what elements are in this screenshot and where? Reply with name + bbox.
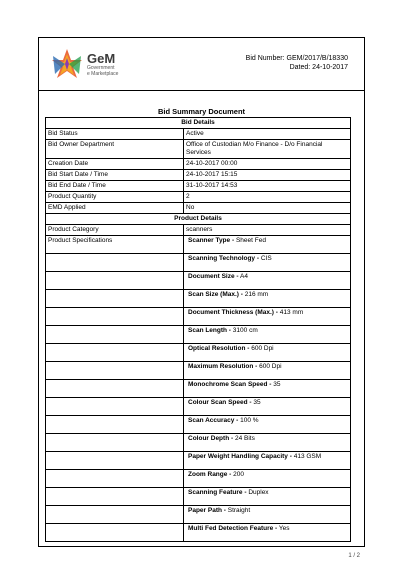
spec-value-cell — [184, 434, 351, 452]
spec-key-cell — [46, 452, 184, 470]
spec-row — [46, 470, 351, 488]
spec-key-cell — [46, 380, 184, 398]
table-row — [46, 192, 351, 203]
spec-value: 24 Bits — [234, 435, 255, 442]
spec-row — [46, 308, 351, 326]
row-key: Product Quantity — [46, 192, 184, 203]
row-value: 2 — [184, 192, 351, 203]
spec-row — [46, 290, 351, 308]
spec-value-cell — [184, 236, 351, 254]
row-value: Active — [184, 129, 351, 140]
spec-label: Maximum Resolution - — [188, 363, 258, 370]
spec-key-cell — [46, 488, 184, 506]
table-row — [46, 159, 351, 170]
spec-label: Scanner Type - — [188, 237, 235, 244]
row-key: Bid End Date / Time — [46, 181, 184, 192]
row-value: 31-10-2017 14:53 — [184, 181, 351, 192]
spec-row — [46, 416, 351, 434]
header-divider — [39, 90, 364, 91]
spec-label: Zoom Range - — [188, 471, 232, 478]
row-key: Product Category — [46, 225, 184, 236]
spec-value: Sheet Fed — [235, 237, 266, 244]
spec-value: 35 — [253, 399, 261, 406]
row-value: No — [184, 203, 351, 214]
spec-label: Multi Fed Detection Feature - — [188, 525, 278, 532]
spec-label: Optical Resolution - — [188, 345, 250, 352]
spec-value: 413 mm — [279, 309, 304, 316]
row-key: Bid Status — [46, 129, 184, 140]
spec-key-cell — [46, 308, 184, 326]
gem-logo — [49, 46, 169, 86]
spec-row — [46, 506, 351, 524]
spec-value-cell — [184, 506, 351, 524]
spec-value: A4 — [240, 273, 248, 280]
spec-key-cell — [46, 434, 184, 452]
logo-brand: GeM — [87, 51, 116, 66]
spec-value: Yes — [278, 525, 290, 532]
bid-summary-table — [45, 117, 351, 542]
spec-value-cell — [184, 272, 351, 290]
spec-row — [46, 362, 351, 380]
spec-value: 413 GSM — [293, 453, 322, 460]
bid-date: Dated: 24-10-2017 — [289, 63, 348, 71]
page-indicator: 1 / 2 — [348, 553, 360, 559]
spec-label: Document Thickness (Max.) - — [188, 309, 278, 316]
bid-details-heading: Bid Details — [46, 118, 351, 129]
spec-value-cell — [184, 254, 351, 272]
spec-value: 3100 cm — [232, 327, 258, 334]
spec-label: Scanning Feature - — [188, 489, 247, 496]
spec-key-cell: Product Specifications — [46, 236, 184, 254]
spec-key-cell — [46, 326, 184, 344]
table-row — [46, 225, 351, 236]
logo-line2: e Marketplace — [87, 71, 119, 77]
spec-label: Colour Scan Speed - — [188, 399, 252, 406]
row-value: scanners — [184, 225, 351, 236]
bid-number: Bid Number: GEM/2017/B/18330 — [245, 55, 348, 62]
row-key: Bid Start Date / Time — [46, 170, 184, 181]
document-title: Bid Summary Document — [157, 107, 246, 116]
gem-logo-icon — [49, 46, 85, 82]
spec-row — [46, 398, 351, 416]
spec-row — [46, 236, 351, 254]
spec-row — [46, 272, 351, 290]
table-row — [46, 129, 351, 140]
spec-value-cell — [184, 380, 351, 398]
spec-row — [46, 380, 351, 398]
spec-key-cell — [46, 470, 184, 488]
spec-value-cell — [184, 344, 351, 362]
spec-key-cell — [46, 362, 184, 380]
spec-label: Colour Depth - — [188, 435, 234, 442]
spec-row — [46, 344, 351, 362]
spec-value-cell — [184, 398, 351, 416]
spec-row — [46, 452, 351, 470]
row-key: Creation Date — [46, 159, 184, 170]
spec-row — [46, 488, 351, 506]
spec-label: Scan Length - — [188, 327, 231, 334]
spec-value-cell — [184, 326, 351, 344]
spec-value-cell — [184, 470, 351, 488]
spec-value-cell — [184, 452, 351, 470]
spec-row — [46, 524, 351, 542]
spec-value: 600 Dpi — [251, 345, 274, 352]
spec-label: Document Size - — [188, 273, 239, 280]
spec-value-cell — [184, 290, 351, 308]
spec-value: 200 — [233, 471, 245, 478]
spec-key-cell — [46, 524, 184, 542]
spec-label: Scan Accuracy - — [188, 417, 239, 424]
table-row — [46, 170, 351, 181]
logo-line1: Government — [87, 65, 115, 71]
spec-key-cell — [46, 398, 184, 416]
row-value: 24-10-2017 15:15 — [184, 170, 351, 181]
spec-value: 216 mm — [244, 291, 269, 298]
row-key: Bid Owner Department — [46, 140, 184, 159]
section-row — [46, 214, 351, 225]
bid-header — [246, 55, 348, 72]
spec-value: 100 % — [240, 417, 259, 424]
spec-value-cell — [184, 416, 351, 434]
spec-key-cell — [46, 506, 184, 524]
spec-value-cell — [184, 524, 351, 542]
table-row — [46, 140, 351, 159]
spec-key-cell — [46, 272, 184, 290]
spec-value: Straight — [227, 507, 251, 514]
spec-row — [46, 326, 351, 344]
spec-key-cell — [46, 254, 184, 272]
section-row — [46, 118, 351, 129]
spec-key-cell — [46, 290, 184, 308]
spec-label: Paper Weight Handling Capacity - — [188, 453, 292, 460]
row-value: Office of Custodian M/o Finance - D/o Financial Services — [184, 140, 351, 159]
spec-label: Monochrome Scan Speed - — [188, 381, 272, 388]
row-key: EMD Applied — [46, 203, 184, 214]
document-page — [38, 37, 365, 559]
spec-row — [46, 254, 351, 272]
row-value: 24-10-2017 00:00 — [184, 159, 351, 170]
table-row — [46, 203, 351, 214]
spec-key-cell — [46, 344, 184, 362]
product-details-heading: Product Details — [46, 214, 351, 225]
spec-value-cell — [184, 308, 351, 326]
spec-value-cell — [184, 362, 351, 380]
spec-value-cell — [184, 488, 351, 506]
spec-value: CIS — [260, 255, 272, 262]
spec-value: 600 Dpi — [259, 363, 282, 370]
spec-key-cell — [46, 416, 184, 434]
spec-row — [46, 434, 351, 452]
spec-value: 35 — [273, 381, 281, 388]
spec-label: Paper Path - — [188, 507, 226, 514]
spec-label: Scan Size (Max.) - — [188, 291, 243, 298]
spec-value: Duplex — [248, 489, 269, 496]
table-row — [46, 181, 351, 192]
spec-label: Scanning Technology - — [188, 255, 260, 262]
